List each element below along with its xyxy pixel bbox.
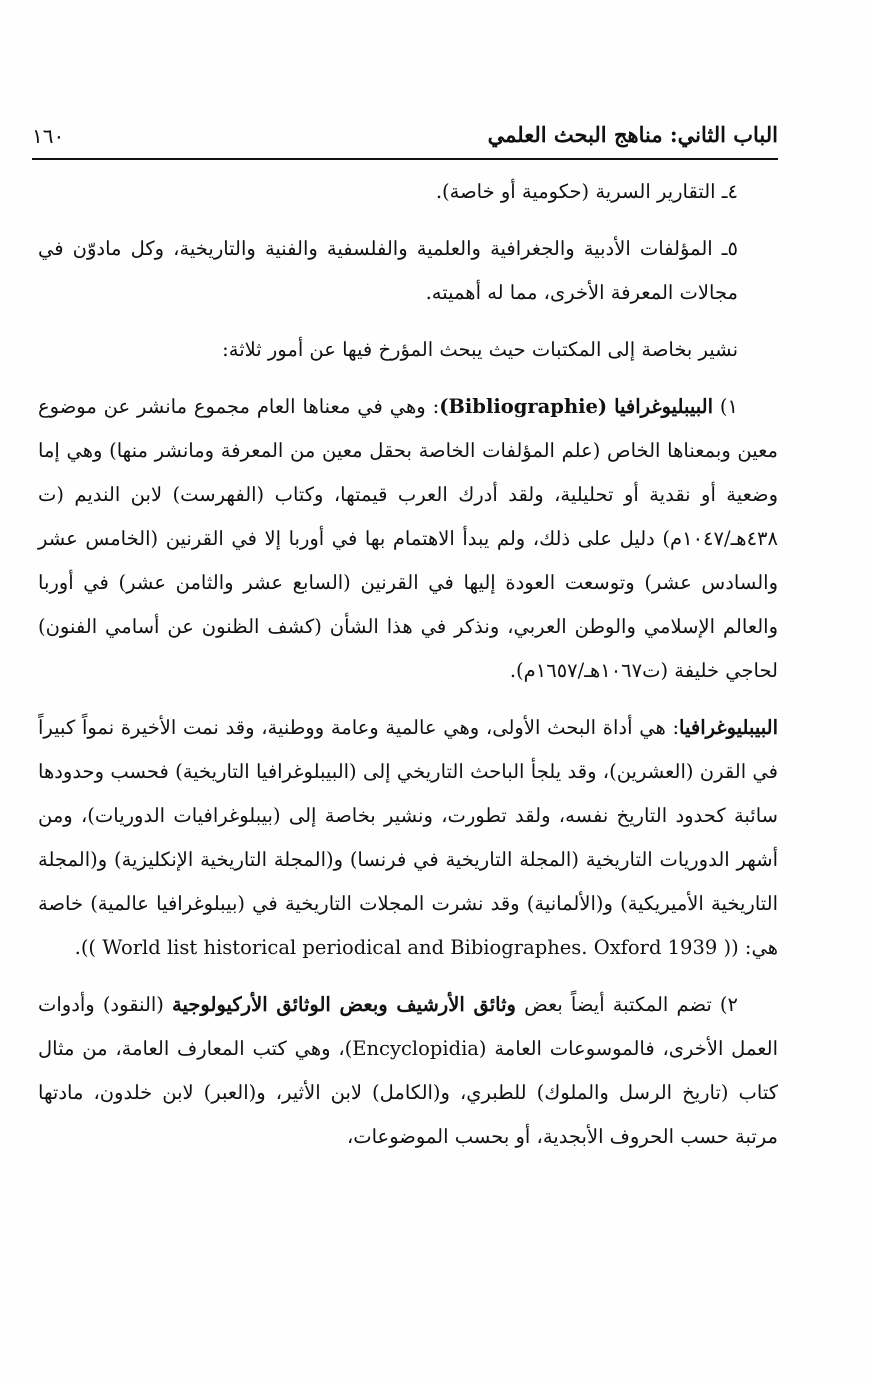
chapter-title: الباب الثاني: مناهج البحث العلمي [487,122,778,147]
term-latin: (Bibliographie) [439,395,608,418]
section-number: ١) [719,395,739,418]
section-number: ٢) [719,993,739,1016]
list-item-5: ٥ـ المؤلفات الأدبية والجغرافية والعلمية والفلسفية والفنية والتاريخية، وكل مادوّن في مجالات المعرفة الأخرى، مما له أهميته. [38,237,738,304]
paragraph-text: (النقود) وأدوات العمل الأخرى، فالموسوعات العامة [38,993,778,1060]
paragraph-bibliography-tool [38,706,778,970]
page-number: ١٦٠ [32,124,65,148]
latin-citation: (( World list historical periodical and Bibiographes. Oxford 1939 )) [80,936,739,959]
paragraph-text: ، وهي كتب المعارف العامة، من مثال كتاب (تاريخ الرسل والملوك) للطبري، و(الكامل) لابن الأثير، و(العبر) لابن خلدون، مادتها مرتبة حسب الحروف الأبجدية، أو بحسب الموضوعات، [38,1037,778,1148]
paragraph-text: : وهي في معناها العام مجموع مانشر عن موضوع معين وبمعناها الخاص (علم المؤلفات الخاصة بحقل معين من المعرفة ومانشر منها) وهي إما وضعية أو نقدية أو تحليلية، ولقد أدرك العرب قيمتها، وكتاب (الفهرست) لابن النديم (ت ٤٣٨هـ/١٠٤٧م) دليل على ذلك، ولم يبدأ الاهتمام بها في أوربا إلا في القرنين (الخامس عشر والسادس عشر) وتوسعت العودة إليها في القرنين (السابع عشر والثامن عشر) في أوربا والعالم الإسلامي والوطن العربي، ونذكر في هذا الشأن (كشف الظنون عن أسامي الفنون) لحاجي خليفة (ت١٠٦٧هـ/١٦٥٧م). [38,395,779,682]
paragraph-text: : هي أداة البحث الأولى، وهي عالمية وعامة ووطنية، وقد نمت الأخيرة نمواً كبيراً في القرن (العشرين)، وقد يلجأ الباحث التاريخي إلى (البيبلوغرافيا التاريخية) فحسب وحدودها سائبة كحدود التاريخ نفسه، ولقد تطورت، ونشير بخاصة إلى (بيبلوغرافيات الدوريات)، ومن أشهر الدوريات التاريخية (المجلة التاريخية في فرنسا) و(المجلة التاريخية الإنكليزية) و(المجلة التاريخية الأميريكية) و(الألمانية) وقد نشرت المجلات التاريخية في (بيبلوغرافيا عالمية) خاصة هي: [38,716,778,959]
term-bibliography: البيبليوغرافيا [614,395,714,418]
term-archives: وثائق الأرشيف وبعض الوثائق الأركيولوجية [172,993,516,1016]
paragraph-text: تضم المكتبة أيضاً بعض [515,993,712,1016]
term-latin: (Encyclopidia) [344,1037,487,1060]
body-text [38,170,778,1172]
paragraph-bibliography [38,385,778,693]
list-item-4: ٤ـ التقارير السرية (حكومية أو خاصة). [435,180,738,203]
paragraph-end: . [74,936,81,959]
intro-paragraph: نشير بخاصة إلى المكتبات حيث يبحث المؤرخ فيها عن أمور ثلاثة: [222,338,738,361]
paragraph-library-contents [38,983,778,1159]
header-rule [32,158,778,160]
term-bibliography: البيبليوغرافيا [679,716,778,739]
running-header [32,122,778,160]
